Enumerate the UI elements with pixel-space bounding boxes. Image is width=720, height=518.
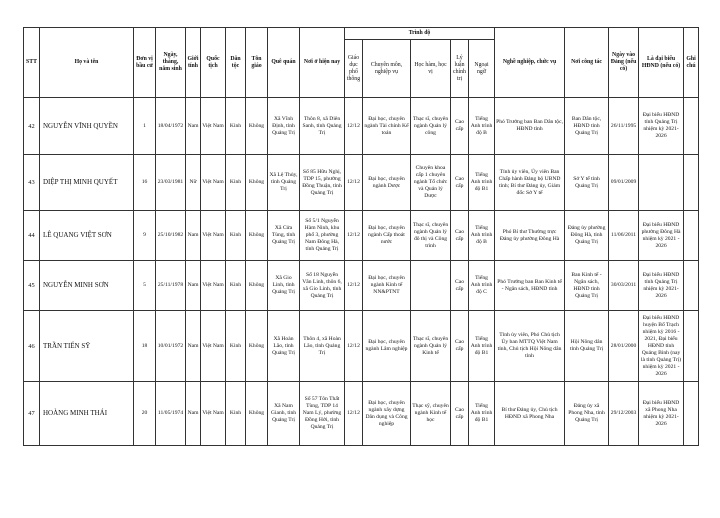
cell-political: Cao cấp (451, 155, 469, 211)
cell-degree: Thạc sĩ, chuyên ngành Quản lý Kinh tế (411, 311, 451, 382)
cell-dob: 18/04/1972 (156, 98, 186, 155)
table-row (24, 155, 699, 211)
cell-ethnicity: Kinh (226, 382, 246, 446)
cell-nationality: Việt Nam (201, 155, 226, 211)
cell-delegate: Đại biểu HĐND tỉnh Quảng Trị nhiệm kỳ 2021-2026 (639, 98, 684, 155)
cell-hometown: Xã Hoàn Lão, tỉnh Quảng Trị (268, 311, 300, 382)
cell-residence: Thôn 4, xã Hoàn Lão, tỉnh Quảng Trị (300, 311, 345, 382)
cell-unit: 9 (134, 211, 156, 261)
cell-dob: 23/03/1981 (156, 155, 186, 211)
cell-general-edu: 12/12 (345, 261, 363, 311)
cell-language: Tiếng Anh trình độ B (469, 211, 495, 261)
cell-nationality: Việt Nam (201, 382, 226, 446)
cell-workplace: Ban Dân tộc, HĐND tỉnh Quảng Trị (565, 98, 609, 155)
col-religion: Tôn giáo (246, 28, 268, 98)
cell-stt: 46 (24, 311, 40, 382)
cell-name: NGUYỄN MINH SƠN (40, 261, 134, 311)
cell-delegate (639, 155, 684, 211)
cell-hometown: Xã Gio Linh, tỉnh Quảng Trị (268, 261, 300, 311)
cell-nationality: Việt Nam (201, 261, 226, 311)
table-row (24, 261, 699, 311)
col-stt: STT (24, 28, 40, 98)
cell-note (684, 311, 699, 382)
cell-general-edu: 12/12 (345, 98, 363, 155)
cell-gender: Nam (186, 311, 201, 382)
col-name: Họ và tên (40, 28, 134, 98)
cell-stt: 47 (24, 382, 40, 446)
table-row (24, 98, 699, 155)
cell-residence: Số 85 Hữu Nghị, TDP 15, phường Đồng Thuận, tỉnh Quảng Trị (300, 155, 345, 211)
cell-workplace: Sở Y tế tỉnh Quảng Trị (565, 155, 609, 211)
cell-note (684, 211, 699, 261)
cell-name: HOÀNG MINH THÁI (40, 382, 134, 446)
cell-delegate: Đại biểu HĐND xã Phong Nha nhiệm kỳ 2021-2026 (639, 382, 684, 446)
col-residence: Nơi ở hiện nay (300, 28, 345, 98)
col-hometown: Quê quán (268, 28, 300, 98)
cell-hometown: Xã Cửa Tùng, tỉnh Quảng Trị (268, 211, 300, 261)
cell-residence: Số 18 Nguyễn Văn Linh, thôn 6, xã Gio Linh, tỉnh Quảng Trị (300, 261, 345, 311)
cell-note (684, 155, 699, 211)
cell-stt: 42 (24, 98, 40, 155)
col-education-group: Trình độ (345, 28, 495, 40)
cell-ethnicity: Kinh (226, 311, 246, 382)
cell-unit: 18 (134, 311, 156, 382)
cell-party-date: 26/11/1995 (609, 98, 639, 155)
cell-party-date: 29/12/2003 (609, 382, 639, 446)
cell-religion: Không (246, 261, 268, 311)
table-row (24, 211, 699, 261)
cell-ethnicity: Kinh (226, 155, 246, 211)
cell-unit: 16 (134, 155, 156, 211)
cell-unit: 20 (134, 382, 156, 446)
cell-stt: 45 (24, 261, 40, 311)
cell-nationality: Việt Nam (201, 98, 226, 155)
cell-nationality: Việt Nam (201, 211, 226, 261)
cell-delegate: Đại biểu HĐND huyện Bố Trạch nhiệm kỳ 2016 - 2021, Đại biểu HĐND tỉnh Quảng Bình (nay là tỉnh Quảng Trị) nhiệm kỳ 2021 - 2026 (639, 311, 684, 382)
col-nationality: Quốc tịch (201, 28, 226, 98)
cell-gender: Nam (186, 211, 201, 261)
cell-political: Cao cấp (451, 98, 469, 155)
cell-dob: 11/05/1974 (156, 382, 186, 446)
cell-political: Cao cấp (451, 211, 469, 261)
cell-hometown: Xã Lệ Thủy, tỉnh Quảng Trị (268, 155, 300, 211)
cell-profession: Đại học, chuyên ngành Dược (363, 155, 411, 211)
cell-party-date: 09/01/2009 (609, 155, 639, 211)
cell-degree: Thạc sĩ, chuyên ngành Quản lý công (411, 98, 451, 155)
cell-religion: Không (246, 155, 268, 211)
cell-language: Tiếng Anh trình độ C (469, 261, 495, 311)
cell-gender: Nam (186, 98, 201, 155)
cell-unit: 1 (134, 98, 156, 155)
cell-profession: Đại học, chuyên ngành Lâm nghiệp (363, 311, 411, 382)
col-note: Ghi chú (684, 28, 699, 98)
cell-political: Cao cấp (451, 382, 469, 446)
col-language: Ngoại ngữ (469, 40, 495, 98)
col-party-date: Ngày vào Đảng (nếu có) (609, 28, 639, 98)
cell-gender: Nam (186, 382, 201, 446)
cell-dob: 10/01/1972 (156, 311, 186, 382)
cell-job: Phó Bí thư Thường trực Đảng ủy phường Đông Hà (495, 211, 565, 261)
cell-general-edu: 12/12 (345, 211, 363, 261)
cell-ethnicity: Kinh (226, 211, 246, 261)
cell-job: Bí thư Đảng ủy, Chủ tịch HĐND xã Phong Nha (495, 382, 565, 446)
cell-profession: Đại học, chuyên ngành Tài chính Kế toán (363, 98, 411, 155)
cell-political: Cao cấp (451, 311, 469, 382)
cell-language: Tiếng Anh trình độ B1 (469, 311, 495, 382)
cell-delegate: Đại biểu HĐND tỉnh Quảng Trị nhiệm kỳ 2021-2026 (639, 261, 684, 311)
cell-general-edu: 12/12 (345, 382, 363, 446)
cell-residence: Số 5/1 Nguyễn Hàm Ninh, khu phố 3, phường Nam Đông Hà, tỉnh Quảng Trị (300, 211, 345, 261)
cell-religion: Không (246, 98, 268, 155)
cell-note (684, 98, 699, 155)
col-general-edu: Giáo dục phổ thông (345, 40, 363, 98)
candidate-table (23, 27, 699, 446)
col-degree: Học hàm, học vị (411, 40, 451, 98)
cell-party-date: 30/03/2011 (609, 261, 639, 311)
cell-religion: Không (246, 382, 268, 446)
col-ethnicity: Dân tộc (226, 28, 246, 98)
cell-language: Tiếng Anh trình độ B (469, 98, 495, 155)
col-gender: Giới tính (186, 28, 201, 98)
table-row (24, 311, 699, 382)
cell-hometown: Xã Nam Gianh, tỉnh Quảng Trị (268, 382, 300, 446)
cell-ethnicity: Kinh (226, 261, 246, 311)
cell-job: Tỉnh ủy viên, Phó Chủ tịch Ủy ban MTTQ Việt Nam tỉnh, Chủ tịch Hội Nông dân tỉnh (495, 311, 565, 382)
cell-gender: Nữ (186, 155, 201, 211)
cell-name: LÊ QUANG VIỆT SƠN (40, 211, 134, 261)
cell-note (684, 261, 699, 311)
col-dob: Ngày, tháng, năm sinh (156, 28, 186, 98)
cell-degree (411, 261, 451, 311)
col-delegate: Là đại biểu HĐND (nếu có) (639, 28, 684, 98)
cell-religion: Không (246, 311, 268, 382)
cell-job: Phó Trưởng ban Ban Kinh tế - Ngân sách, HĐND tỉnh (495, 261, 565, 311)
col-political: Lý luận chính trị (451, 40, 469, 98)
cell-party-date: 28/01/2000 (609, 311, 639, 382)
cell-note (684, 382, 699, 446)
cell-political: Cao cấp (451, 261, 469, 311)
cell-job: Phó Trưởng ban Ban Dân tộc, HĐND tỉnh (495, 98, 565, 155)
table-row (24, 382, 699, 446)
cell-workplace: Đảng ủy phường Đông Hà, tỉnh Quảng Trị (565, 211, 609, 261)
cell-stt: 43 (24, 155, 40, 211)
cell-ethnicity: Kinh (226, 98, 246, 155)
cell-dob: 25/11/1978 (156, 261, 186, 311)
cell-job: Tỉnh ủy viên, Ủy viên Ban Chấp hành Đảng bộ UBND tỉnh; Bí thư Đảng ủy, Giám đốc Sở Y tế (495, 155, 565, 211)
cell-name: TRẦN TIẾN SỸ (40, 311, 134, 382)
header-row-top (24, 28, 699, 40)
col-workplace: Nơi công tác (565, 28, 609, 98)
cell-stt: 44 (24, 211, 40, 261)
cell-dob: 25/10/1982 (156, 211, 186, 261)
cell-religion: Không (246, 211, 268, 261)
cell-residence: Số 57 Tôn Thất Tùng, TDP 14 Nam Lý, phường Đồng Hới, tỉnh Quảng Trị (300, 382, 345, 446)
cell-profession: Đại học, chuyên ngành xây dựng Dân dụng và Công nghiệp (363, 382, 411, 446)
cell-general-edu: 12/12 (345, 155, 363, 211)
cell-degree: Thạc sĩ, chuyên ngành Quản lý đô thị và Công trình (411, 211, 451, 261)
cell-nationality: Việt Nam (201, 311, 226, 382)
cell-workplace: Đảng ủy xã Phong Nha, tỉnh Quảng Trị (565, 382, 609, 446)
cell-party-date: 11/06/2011 (609, 211, 639, 261)
col-unit: Đơn vị bầu cử (134, 28, 156, 98)
cell-workplace: Ban Kinh tế - Ngân sách, HĐND tỉnh Quảng Trị (565, 261, 609, 311)
cell-profession: Đại học, chuyên ngành Kinh tế NN&PTNT (363, 261, 411, 311)
cell-delegate: Đại biểu HĐND phường Đông Hà nhiệm kỳ 2021 - 2026 (639, 211, 684, 261)
cell-hometown: Xã Vĩnh Định, tỉnh Quảng Trị (268, 98, 300, 155)
cell-workplace: Hội Nông dân tỉnh Quảng Trị (565, 311, 609, 382)
cell-gender: Nam (186, 261, 201, 311)
cell-profession: Đại học, chuyên ngành Cấp thoát nước (363, 211, 411, 261)
cell-unit: 5 (134, 261, 156, 311)
cell-general-edu: 12/12 (345, 311, 363, 382)
cell-degree: Thạc sỹ, chuyên ngành Kinh tế học (411, 382, 451, 446)
cell-name: DIỆP THỊ MINH QUYẾT (40, 155, 134, 211)
col-job: Nghề nghiệp, chức vụ (495, 28, 565, 98)
cell-residence: Thôn 8, xã Diên Sanh, tỉnh Quảng Trị (300, 98, 345, 155)
cell-name: NGUYỄN VĨNH QUYỀN (40, 98, 134, 155)
cell-degree: Chuyên khoa cấp 1 chuyên ngành Tổ chức và Quản lý Dược (411, 155, 451, 211)
col-profession: Chuyên môn, nghiệp vụ (363, 40, 411, 98)
cell-language: Tiếng Anh trình độ B1 (469, 382, 495, 446)
cell-language: Tiếng Anh trình độ B1 (469, 155, 495, 211)
